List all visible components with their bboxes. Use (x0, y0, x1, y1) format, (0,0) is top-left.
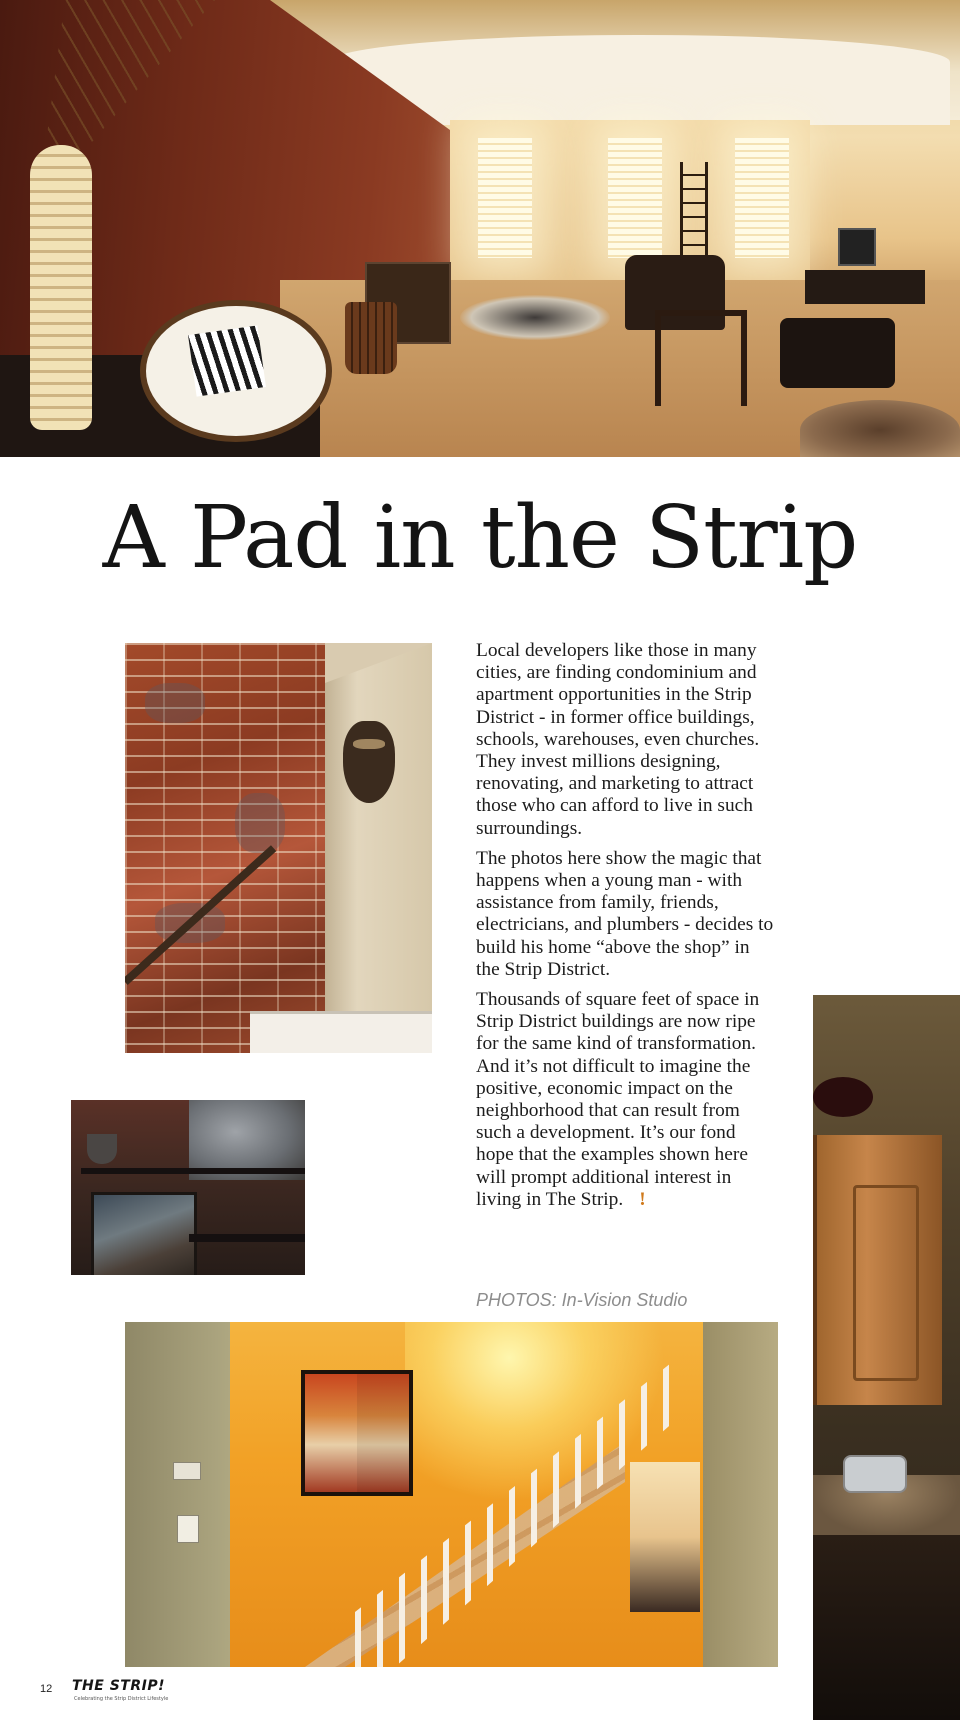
brick-wall-photo (125, 643, 432, 1053)
fireplace-photo (71, 1100, 305, 1275)
kitchen-photo (813, 995, 960, 1720)
end-mark-icon: ! (639, 1188, 646, 1210)
paragraph-1: Local developers like those in many cities, are finding condominium and apartment opportunities in the Strip District - in former office buildings, schools, warehouses, even churches. They invest millions designing, renovating, and marketing to attract those who can afford to live in such surroundings. (476, 640, 760, 839)
staircase-photo (125, 1322, 778, 1667)
paragraph-3-text: Thousands of square feet of space in Strip District buildings are now ripe for the same kind of transformation. And it’s not difficult to imagine the positive, economic impact on the neighborhood that can result from such a development. It’s our fond hope that the examples shown here will prompt additional interest in living in The Strip. (476, 989, 760, 1210)
photo-credit: PHOTOS: In-Vision Studio (476, 1290, 688, 1310)
living-room-photo (0, 0, 960, 457)
article-title: A Pad in the Strip (102, 488, 858, 588)
page-number: 12 (40, 1683, 53, 1695)
paragraph-2: The photos here show the magic that happens when a young man - with assistance from family, friends, electricians, and plumbers - decides to build his home “above the shop” in the Strip District. (476, 847, 774, 980)
article-body (476, 640, 776, 1219)
logo-tagline: Celebrating the Strip District Lifestyle (74, 1696, 169, 1702)
paragraph-3 (476, 989, 776, 1211)
magazine-logo: THE STRIP! (72, 1678, 165, 1694)
